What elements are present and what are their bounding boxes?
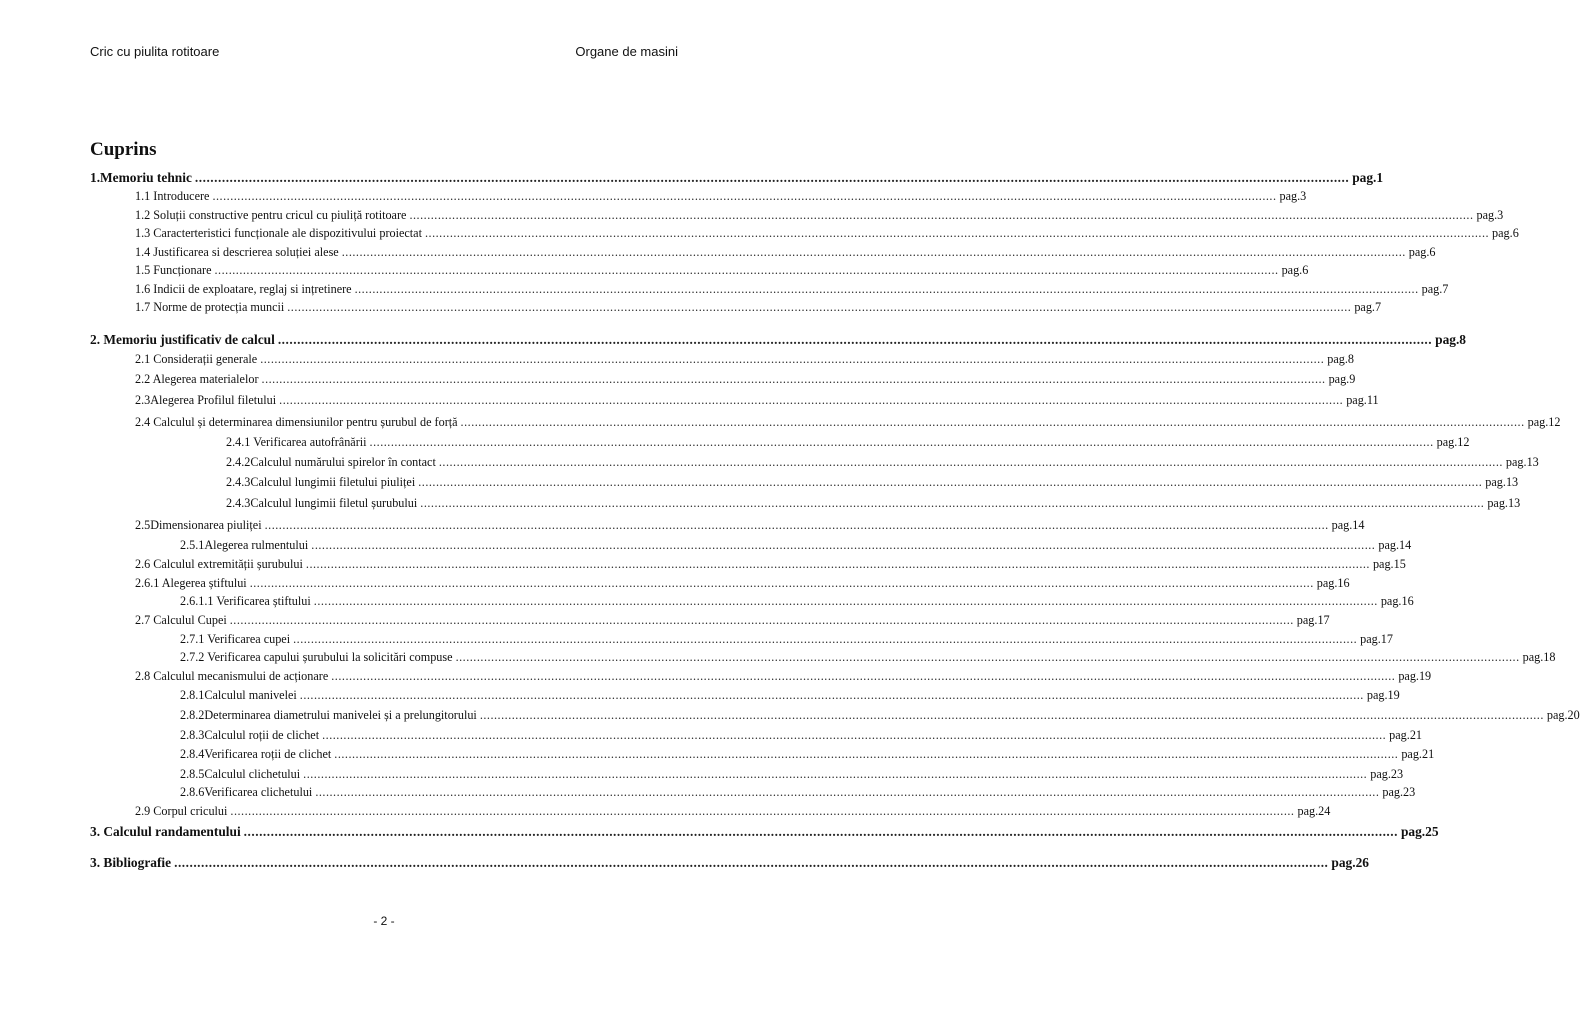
toc-entry[interactable] bbox=[90, 706, 1580, 725]
toc-entry[interactable] bbox=[90, 686, 1400, 705]
toc-entry-label: 2.9 Corpul cricului bbox=[135, 804, 228, 818]
toc-dot-leader: ............................................................................................................................................................................................................................................................................................................ bbox=[331, 669, 1396, 683]
toc-entry-page: pag.3 bbox=[1279, 189, 1307, 203]
toc-entry[interactable] bbox=[90, 536, 1412, 555]
toc-dot-leader: ............................................................................................................................................................................................................................................................................................................ bbox=[230, 804, 1295, 818]
toc-entry[interactable] bbox=[90, 853, 1369, 872]
toc-entry[interactable] bbox=[90, 168, 1384, 187]
toc-entry-page: pag.6 bbox=[1281, 263, 1309, 277]
toc-entry[interactable] bbox=[90, 280, 1449, 299]
toc-entry[interactable] bbox=[90, 187, 1307, 206]
toc-entry-page: pag.8 bbox=[1435, 332, 1467, 347]
toc-entry[interactable] bbox=[90, 555, 1406, 574]
toc-entry-page: pag.6 bbox=[1492, 226, 1519, 240]
toc-entry-label: 2.8.5Calculul clichetului bbox=[180, 767, 301, 781]
toc-dot-leader: ............................................................................................................................................................................................................................................................................................................ bbox=[194, 170, 1350, 185]
toc-dot-leader: ............................................................................................................................................................................................................................................................................................................ bbox=[369, 435, 1434, 449]
toc-entry-label: 2.4.3Calculul lungimii filetului piuliței bbox=[226, 475, 416, 489]
toc-dot-leader: ............................................................................................................................................................................................................................................................................................................ bbox=[311, 538, 1376, 552]
toc-dot-leader: ............................................................................................................................................................................................................................................................................................................ bbox=[341, 245, 1406, 259]
toc-entry-label: 2.4.1 Verificarea autofrânării bbox=[226, 435, 367, 449]
toc-dot-leader: ............................................................................................................................................................................................................................................................................................................ bbox=[243, 824, 1398, 839]
toc-entry[interactable] bbox=[90, 370, 1356, 389]
toc-entry-page: pag.20 bbox=[1546, 708, 1580, 722]
toc-entry-page: pag.3 bbox=[1476, 208, 1504, 222]
toc-dot-leader: ............................................................................................................................................................................................................................................................................................................ bbox=[264, 518, 1329, 532]
toc-entry-label: 3. Calculul randamentului bbox=[90, 824, 241, 839]
toc-dot-leader: ............................................................................................................................................................................................................................................................................................................ bbox=[174, 855, 1329, 870]
toc-entry[interactable] bbox=[90, 350, 1354, 369]
toc-dot-leader: ............................................................................................................................................................................................................................................................................................................ bbox=[313, 594, 1378, 608]
toc-entry-page: pag.12 bbox=[1436, 435, 1470, 449]
toc-entry-label: 2.8.3Calculul roții de clichet bbox=[180, 728, 320, 742]
toc-entry[interactable] bbox=[90, 822, 1439, 841]
toc-entry-label: 2. Memoriu justificativ de calcul bbox=[90, 332, 275, 347]
toc-entry[interactable] bbox=[90, 667, 1432, 686]
toc-entry-label: 2.4 Calculul și determinarea dimensiunilor pentru șurubul de forță bbox=[135, 415, 458, 429]
toc-entry-page: pag.13 bbox=[1485, 475, 1519, 489]
toc-dot-leader: ............................................................................................................................................................................................................................................................................................................ bbox=[249, 576, 1314, 590]
toc-entry[interactable] bbox=[90, 413, 1561, 432]
toc-entry[interactable] bbox=[90, 224, 1519, 243]
toc-dot-leader: ............................................................................................................................................................................................................................................................................................................ bbox=[212, 189, 1277, 203]
toc-entry-page: pag.13 bbox=[1505, 455, 1539, 469]
toc-dot-leader: ............................................................................................................................................................................................................................................................................................................ bbox=[299, 688, 1364, 702]
toc-entry-label: 1.4 Justificarea si descrierea soluției alese bbox=[135, 245, 339, 259]
toc-entry[interactable] bbox=[90, 611, 1330, 630]
toc-dot-leader: ............................................................................................................................................................................................................................................................................................................ bbox=[229, 613, 1294, 627]
toc-entry[interactable] bbox=[90, 726, 1423, 745]
toc-entry-label: 1.7 Norme de protecția muncii bbox=[135, 300, 285, 314]
toc-entry-label: 1.1 Introducere bbox=[135, 189, 210, 203]
toc-entry-label: 2.6 Calculul extremității șurubului bbox=[135, 557, 303, 571]
toc-entry-page: pag.17 bbox=[1360, 632, 1393, 646]
toc-entry-label: 2.6.1.1 Verificarea știftului bbox=[180, 594, 311, 608]
toc-entry-label: 2.8 Calculul mecanismului de acționare bbox=[135, 669, 329, 683]
toc-dot-leader: ............................................................................................................................................................................................................................................................................................................ bbox=[438, 455, 1503, 469]
toc-entry-page: pag.24 bbox=[1297, 804, 1331, 818]
toc-entry-label: 2.5.1Alegerea rulmentului bbox=[180, 538, 309, 552]
toc-entry-label: 1.3 Caracterteristici funcționale ale dispozitivului proiectat bbox=[135, 226, 422, 240]
page-header bbox=[90, 44, 678, 64]
toc-dot-leader: ............................................................................................................................................................................................................................................................................................................ bbox=[279, 393, 1344, 407]
toc-entry[interactable] bbox=[90, 433, 1470, 452]
toc-dot-leader: ............................................................................................................................................................................................................................................................................................................ bbox=[424, 226, 1490, 240]
toc-entry-label: 1.Memoriu tehnic bbox=[90, 170, 192, 185]
toc-dot-leader: ............................................................................................................................................................................................................................................................................................................ bbox=[214, 263, 1279, 277]
toc-entry-page: pag.23 bbox=[1382, 785, 1416, 799]
toc-entry-page: pag.14 bbox=[1331, 518, 1365, 532]
toc-entry-label: 1.6 Indicii de exploatare, reglaj si ințretinere bbox=[135, 282, 352, 296]
toc-entry-label: 2.8.2Determinarea diametrului manivelei și a prelungitorului bbox=[180, 708, 477, 722]
toc-entry-label: 2.4.3Calculul lungimii filetul șurubului bbox=[226, 496, 418, 510]
toc-entry[interactable] bbox=[90, 473, 1519, 492]
toc-entry-label: 2.2 Alegerea materialelor bbox=[135, 372, 259, 386]
toc-entry-page: pag.16 bbox=[1380, 594, 1414, 608]
toc-entry-page: pag.15 bbox=[1372, 557, 1406, 571]
toc-dot-leader: ............................................................................................................................................................................................................................................................................................................ bbox=[277, 332, 1433, 347]
toc-entry-page: pag.25 bbox=[1400, 824, 1439, 839]
toc-entry[interactable] bbox=[90, 802, 1331, 821]
toc-dot-leader: ............................................................................................................................................................................................................................................................................................................ bbox=[418, 475, 1483, 489]
header-document-title: Cric cu piulita rotitoare bbox=[90, 44, 220, 59]
toc-entry-page: pag.16 bbox=[1316, 576, 1350, 590]
toc-entry-page: pag.21 bbox=[1401, 747, 1435, 761]
toc-entry-label: 2.8.1Calculul manivelei bbox=[180, 688, 297, 702]
toc-entry-page: pag.21 bbox=[1389, 728, 1423, 742]
toc-entry-label: 2.5Dimensionarea piuliței bbox=[135, 518, 262, 532]
toc-dot-leader: ............................................................................................................................................................................................................................................................................................................ bbox=[293, 632, 1358, 646]
toc-entry-page: pag.23 bbox=[1370, 767, 1404, 781]
toc-entry[interactable] bbox=[90, 648, 1556, 667]
toc-entry-page: pag.1 bbox=[1352, 170, 1384, 185]
toc-dot-leader: ............................................................................................................................................................................................................................................................................................................ bbox=[455, 650, 1520, 664]
toc-entry-page: pag.26 bbox=[1331, 855, 1369, 870]
toc-entry-label: 2.1 Considerații generale bbox=[135, 352, 258, 366]
header-course-name: Organe de masini bbox=[575, 44, 678, 59]
toc-entry-label: 2.8.6Verificarea clichetului bbox=[180, 785, 313, 799]
toc-entry-label: 2.8.4Verificarea roții de clichet bbox=[180, 747, 332, 761]
toc-entry-page: pag.19 bbox=[1398, 669, 1432, 683]
toc-entry[interactable] bbox=[90, 261, 1309, 280]
toc-entry-page: pag.7 bbox=[1421, 282, 1449, 296]
toc-entry-label: 2.7 Calculul Cupei bbox=[135, 613, 227, 627]
toc-entry-page: pag.19 bbox=[1366, 688, 1400, 702]
toc-entry[interactable] bbox=[90, 391, 1379, 410]
toc-entry-page: pag.8 bbox=[1327, 352, 1354, 366]
toc-entry-label: 2.6.1 Alegerea știftului bbox=[135, 576, 247, 590]
toc-dot-leader: ............................................................................................................................................................................................................................................................................................................ bbox=[322, 728, 1387, 742]
toc-entry[interactable] bbox=[90, 206, 1504, 225]
toc-entry-label: 3. Bibliografie bbox=[90, 855, 172, 870]
toc-entry-page: pag.12 bbox=[1527, 415, 1561, 429]
toc-entry-page: pag.11 bbox=[1346, 393, 1379, 407]
toc-dot-leader: ............................................................................................................................................................................................................................................................................................................ bbox=[460, 415, 1525, 429]
toc-entry-label: 1.2 Soluții constructive pentru cricul cu piuliță rotitoare bbox=[135, 208, 407, 222]
toc-entry-label: 2.3Alegerea Profilul filetului bbox=[135, 393, 277, 407]
toc-dot-leader: ............................................................................................................................................................................................................................................................................................................ bbox=[260, 352, 1325, 366]
toc-entry-page: pag.18 bbox=[1522, 650, 1556, 664]
toc-entry[interactable] bbox=[90, 516, 1365, 535]
toc-dot-leader: ............................................................................................................................................................................................................................................................................................................ bbox=[420, 496, 1485, 510]
toc-entry[interactable] bbox=[90, 298, 1382, 317]
toc-entry[interactable] bbox=[90, 765, 1404, 784]
toc-entry[interactable] bbox=[90, 330, 1467, 349]
toc-entry-page: pag.14 bbox=[1378, 538, 1412, 552]
toc-dot-leader: ............................................................................................................................................................................................................................................................................................................ bbox=[287, 300, 1352, 314]
toc-dot-leader: ............................................................................................................................................................................................................................................................................................................ bbox=[261, 372, 1326, 386]
toc-entry-page: pag.13 bbox=[1487, 496, 1521, 510]
toc-entry[interactable] bbox=[90, 592, 1414, 611]
toc-dot-leader: ............................................................................................................................................................................................................................................................................................................ bbox=[334, 747, 1399, 761]
toc-dot-leader: ............................................................................................................................................................................................................................................................................................................ bbox=[354, 282, 1419, 296]
toc-entry[interactable] bbox=[90, 783, 1416, 802]
toc-entry[interactable] bbox=[90, 243, 1436, 262]
toc-entry[interactable] bbox=[90, 574, 1350, 593]
toc-dot-leader: ............................................................................................................................................................................................................................................................................................................ bbox=[479, 708, 1544, 722]
toc-entry-page: pag.7 bbox=[1354, 300, 1382, 314]
page-number: - 2 - bbox=[373, 914, 395, 928]
toc-dot-leader: ............................................................................................................................................................................................................................................................................................................ bbox=[303, 767, 1368, 781]
toc-dot-leader: ............................................................................................................................................................................................................................................................................................................ bbox=[305, 557, 1370, 571]
toc-entry-label: 1.5 Funcționare bbox=[135, 263, 212, 277]
toc-title: Cuprins bbox=[90, 139, 157, 160]
toc-entry[interactable] bbox=[90, 630, 1393, 649]
toc-entry-label: 2.4.2Calculul numărului spirelor în contact bbox=[226, 455, 436, 469]
toc-entry[interactable] bbox=[90, 494, 1521, 513]
toc-entry-label: 2.7.1 Verificarea cupei bbox=[180, 632, 291, 646]
toc-entry-page: pag.9 bbox=[1328, 372, 1356, 386]
toc-entry-label: 2.7.2 Verificarea capului șurubului la solicitări compuse bbox=[180, 650, 453, 664]
toc-entry[interactable] bbox=[90, 745, 1435, 764]
toc-dot-leader: ............................................................................................................................................................................................................................................................................................................ bbox=[315, 785, 1380, 799]
toc-dot-leader: ............................................................................................................................................................................................................................................................................................................ bbox=[409, 208, 1474, 222]
toc-entry-page: pag.17 bbox=[1296, 613, 1330, 627]
toc-entry-page: pag.6 bbox=[1408, 245, 1436, 259]
toc-entry[interactable] bbox=[90, 453, 1539, 472]
